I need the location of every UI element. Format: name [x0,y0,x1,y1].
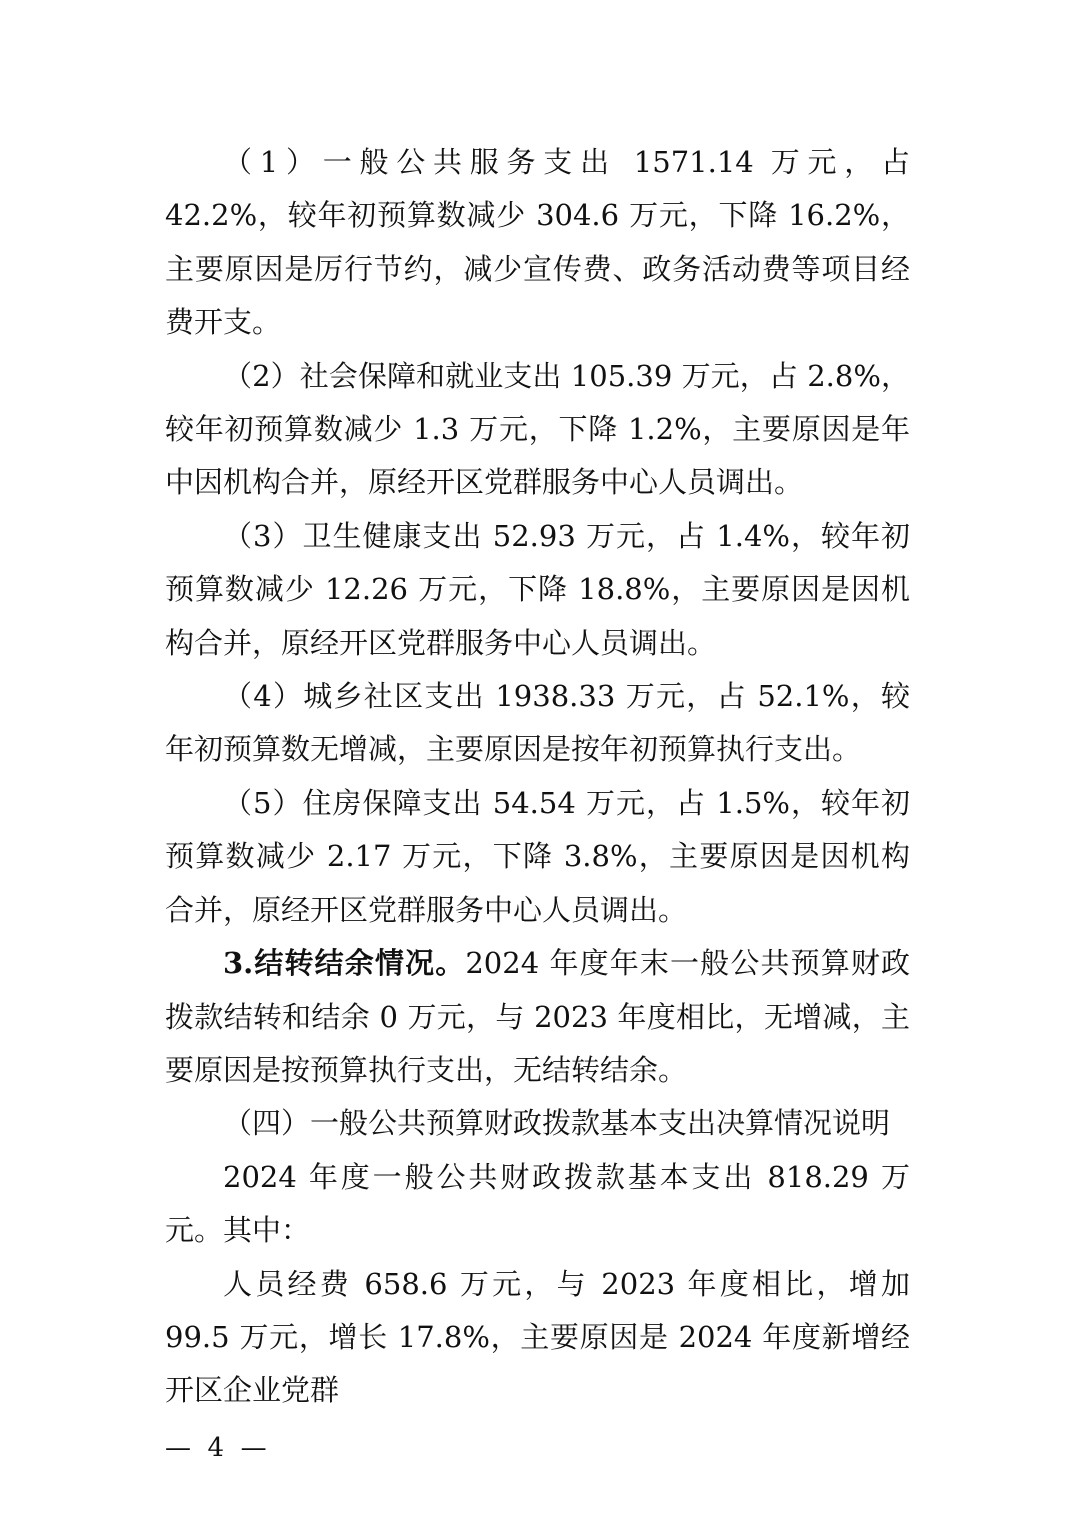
section-heading: （四）一般公共预算财政拨款基本支出决算情况说明 [223,1106,891,1141]
document-body [165,136,910,1418]
paragraph-carryover [165,937,910,1097]
carryover-label: 3.结转结余情况。 [223,946,466,981]
paragraph-health: （3）卫生健康支出 52.93 万元，占 1.4%，较年初预算数减少 12.26 万元，下降 18.8%，主要原因是因机构合并，原经开区党群服务中心人员调出。 [165,518,910,660]
paragraph-general-public-service: （1）一般公共服务支出 1571.14 万元，占 42.2%，较年初预算数减少 304.6 万元，下降 16.2%，主要原因是厉行节约，减少宣传费、政务活动费等项目经费开支。 [165,145,910,340]
paragraph-urban-rural: （4）城乡社区支出 1938.33 万元，占 52.1%，较年初预算数无增减，主要原因是按年初预算执行支出。 [165,679,910,767]
paragraph-basic-total: 2024 年度一般公共财政拨款基本支出 818.29 万元。其中： [165,1159,910,1248]
paragraph-housing: （5）住房保障支出 54.54 万元，占 1.5%，较年初预算数减少 2.17 万元，下降 3.8%，主要原因是因机构合并，原经开区党群服务中心人员调出。 [165,785,910,927]
page-number: — 4 — [165,1433,267,1463]
paragraph-social-security: （2）社会保障和就业支出 105.39 万元，占 2.8%，较年初预算数减少 1.3 万元，下降 1.2%，主要原因是年中因机构合并，原经开区党群服务中心人员调出。 [165,358,910,500]
paragraph-personnel: 人员经费 658.6 万元，与 2023 年度相比，增加 99.5 万元，增长 17.8%，主要原因是 2024 年度新增经开区企业党群 [165,1266,910,1408]
carryover-text: 2024 年度年末一般公共预算财政拨款结转和结余 0 万元，与 2023 年度相比，无增减，主要原因是按预算执行支出，无结转结余。 [165,946,910,1087]
